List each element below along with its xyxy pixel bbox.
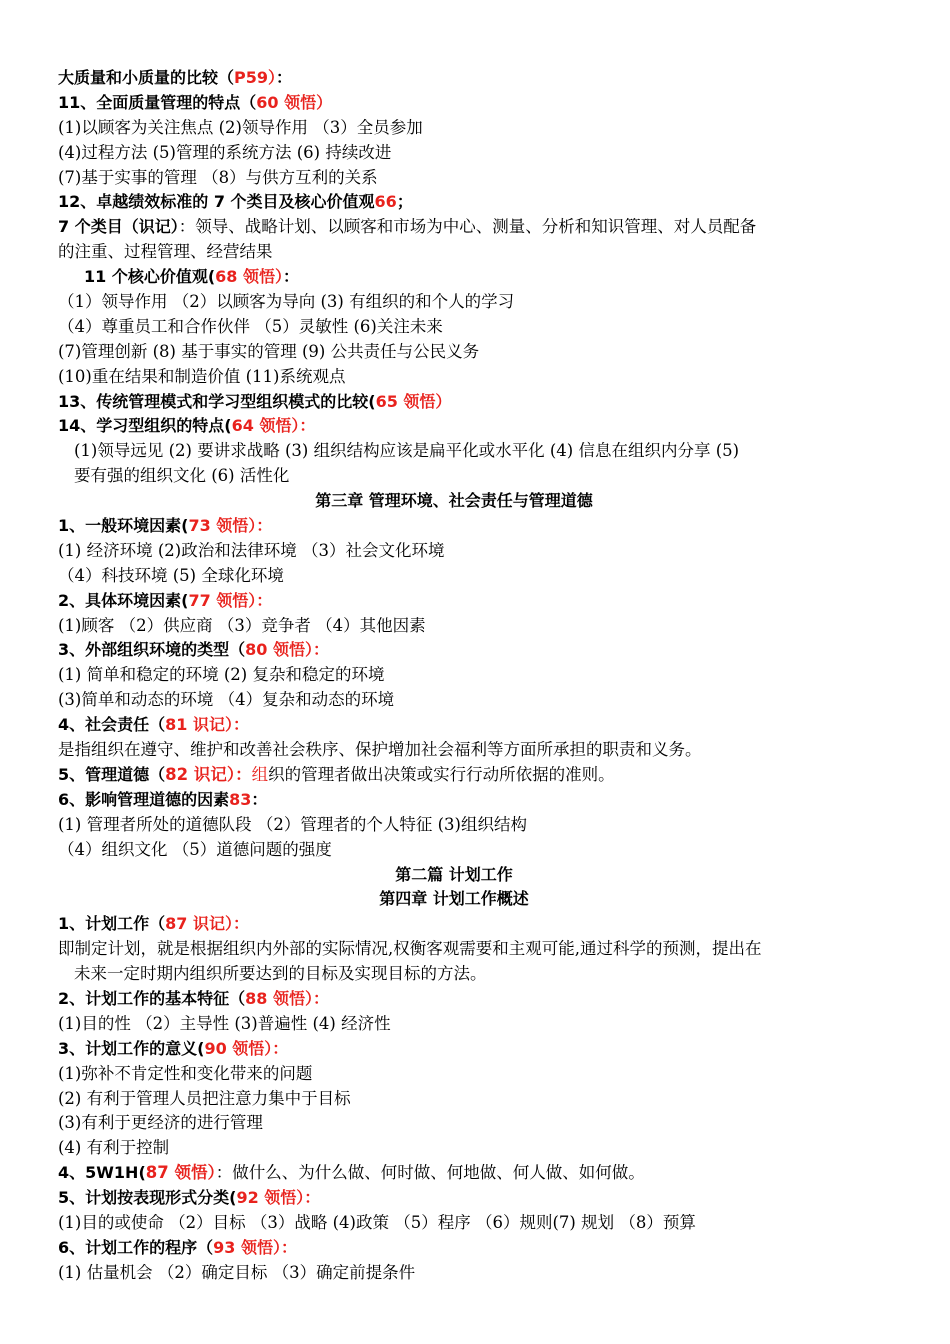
list-item: （4）科技环境 (5) 全球化环境 — [58, 565, 284, 585]
paragraph: 是指组织在遵守、维护和改善社会秩序、保护增加社会福利等方面所承担的职责和义务。 — [58, 740, 702, 760]
section-heading: 12、卓越绩效标准的 7 个类目及核心价值观66； — [58, 192, 413, 212]
list-item: (1) 管理者所处的道德队段 （2）管理者的个人特征 (3)组织结构 — [58, 814, 527, 834]
section-heading: 1、一般环境因素(73 领悟）： — [58, 516, 273, 536]
section-heading: 大质量和小质量的比较（P59）： — [58, 68, 293, 87]
list-item: (1)弥补不肯定性和变化带来的问题 — [58, 1063, 313, 1083]
part-title: 第二篇 计划工作 — [395, 864, 513, 884]
list-item: （4）尊重员工和合作伙伴 （5）灵敏性 (6)关注未来 — [58, 316, 443, 336]
paragraph: 未来一定时期内组织所要达到的目标及实现目标的方法。 — [74, 964, 487, 984]
paragraph: (1)领导远见 (2) 要讲求战略 (3) 组织结构应该是扁平化或水平化 (4) 信息在组织内分享 (5) — [74, 441, 740, 461]
section-heading: 6、影响管理道德的因素83： — [58, 789, 268, 809]
list-item: (4)过程方法 (5)管理的系统方法 (6) 持续改进 — [58, 142, 392, 162]
list-item: (10)重在结果和制造价值 (11)系统观点 — [58, 366, 346, 386]
list-item: (1)目的性 （2）主导性 (3)普遍性 (4) 经济性 — [58, 1013, 391, 1033]
section-heading: 3、外部组织环境的类型（80 领悟）： — [58, 640, 329, 660]
section-heading: 1、计划工作（87 识记）： — [58, 914, 249, 934]
list-item: (3)简单和动态的环境 （4）复杂和动态的环境 — [58, 690, 395, 710]
paragraph: 要有强的组织文化 (6) 活性化 — [74, 466, 290, 486]
section-heading: 3、计划工作的意义(90 领悟）： — [58, 1038, 289, 1058]
paragraph: 的注重、过程管理、经营结果 — [58, 242, 273, 262]
subsection-heading: 11 个核心价值观(68 领悟）： — [84, 267, 300, 287]
list-item: (1)目的或使命 （2）目标 （3）战略 (4)政策 （5）程序 （6）规则(7) 规划 （8）预算 — [58, 1212, 696, 1232]
list-item: (1)以顾客为关注焦点 (2)领导作用 （3）全员参加 — [58, 117, 423, 137]
section-heading: 4、社会责任（81 识记）： — [58, 715, 249, 735]
section-heading: 14、学习型组织的特点(64 领悟）： — [58, 416, 316, 436]
definition-line: 4、5W1H(87 领悟）：做什么、为什么做、何时做、何地做、何人做、如何做。 — [58, 1163, 645, 1183]
section-heading: 11、全面质量管理的特点（60 领悟） — [58, 92, 333, 112]
list-item: (3)有利于更经济的进行管理 — [58, 1113, 263, 1133]
list-item: (1) 估量机会 （2）确定目标 （3）确定前提条件 — [58, 1262, 416, 1282]
list-item: （4）组织文化 （5）道德问题的强度 — [58, 839, 332, 859]
chapter-title: 第三章 管理环境、社会责任与管理道德 — [315, 491, 593, 511]
definition-line: 5、管理道德（82 识记）：组织的管理者做出决策或实行行动所依据的准则。 — [58, 764, 615, 784]
paragraph: 即制定计划，就是根据组织内外部的实际情况,权衡客观需要和主观可能,通过科学的预测，提出在 — [58, 939, 762, 959]
list-item: (1) 经济环境 (2)政治和法律环境 （3）社会文化环境 — [58, 540, 445, 560]
list-item: (4) 有利于控制 — [58, 1138, 170, 1158]
section-heading: 2、计划工作的基本特征（88 领悟）： — [58, 988, 329, 1008]
section-heading: 2、具体环境因素(77 领悟）： — [58, 590, 273, 610]
list-item: (7)管理创新 (8) 基于事实的管理 (9) 公共责任与公民义务 — [58, 341, 480, 361]
chapter-title: 第四章 计划工作概述 — [379, 889, 529, 909]
list-item: (1) 简单和稳定的环境 (2) 复杂和稳定的环境 — [58, 665, 385, 685]
list-item: （1）领导作用 （2）以顾客为导向 (3) 有组织的和个人的学习 — [58, 292, 515, 312]
list-item: (1)顾客 （2）供应商 （3）竞争者 （4）其他因素 — [58, 615, 426, 635]
section-heading: 6、计划工作的程序（93 领悟）： — [58, 1237, 297, 1257]
list-item: (2) 有利于管理人员把注意力集中于目标 — [58, 1088, 351, 1108]
section-heading: 13、传统管理模式和学习型组织模式的比较(65 领悟） — [58, 391, 452, 411]
section-heading: 5、计划按表现形式分类(92 领悟）： — [58, 1188, 321, 1208]
paragraph: 7 个类目（识记）：领导、战略计划、以顾客和市场为中心、测量、分析和知识管理、对人员配备 — [58, 217, 757, 237]
list-item: (7)基于实事的管理 （8）与供方互利的关系 — [58, 167, 378, 187]
